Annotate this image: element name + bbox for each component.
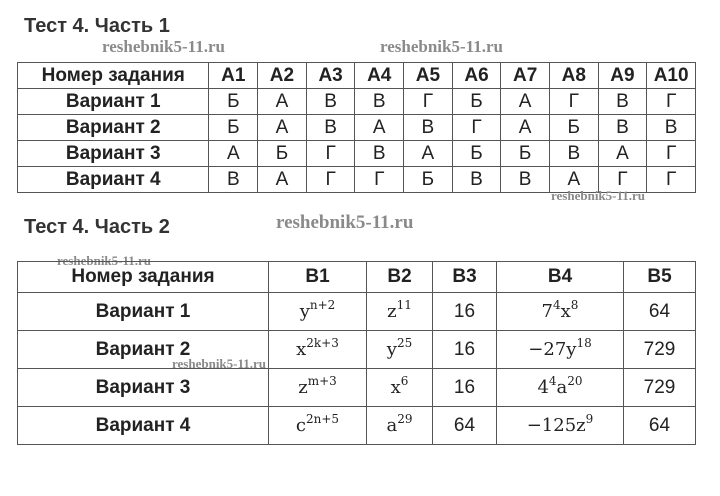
expr-base: x xyxy=(560,301,571,322)
variant-label: Вариант 2 xyxy=(18,115,209,141)
expr-base: x xyxy=(390,377,401,398)
expr-exponent: 4 xyxy=(553,298,561,312)
variant-label: Вариант 2 xyxy=(18,331,269,369)
header-cell: А3 xyxy=(306,63,355,89)
table-row xyxy=(18,407,696,445)
answer-cell: А xyxy=(355,115,404,141)
answer-cell-b1 xyxy=(269,407,367,445)
header-cell: А10 xyxy=(647,63,696,89)
answer-cell-b4 xyxy=(497,407,624,445)
expr-exponent: 18 xyxy=(576,336,592,350)
answer-cell: А xyxy=(404,141,453,167)
answer-cell: Б xyxy=(404,167,453,193)
header-cell: А8 xyxy=(549,63,598,89)
header-cell: А5 xyxy=(404,63,453,89)
expr-exponent: 11 xyxy=(396,298,412,312)
table-row xyxy=(18,293,696,331)
part1-title: Тест 4. Часть 1 xyxy=(24,15,170,37)
answer-cell: А xyxy=(549,167,598,193)
part2-table xyxy=(17,261,696,445)
answer-cell: Г xyxy=(306,141,355,167)
header-cell: В5 xyxy=(624,262,696,293)
answer-cell: Б xyxy=(549,115,598,141)
answer-cell: Б xyxy=(209,115,258,141)
answer-cell: В xyxy=(209,167,258,193)
expr-base: a xyxy=(386,415,398,436)
variant-label: Вариант 4 xyxy=(18,407,269,445)
expr-base: z xyxy=(298,377,308,398)
variant-label: Вариант 3 xyxy=(18,369,269,407)
answer-cell-b1 xyxy=(269,331,367,369)
answer-cell-b3: 16 xyxy=(433,369,497,407)
answer-cell-b2 xyxy=(367,331,433,369)
expr-exponent: n+2 xyxy=(309,298,336,312)
expr-exponent: 2k+3 xyxy=(306,336,339,350)
answer-cell: Г xyxy=(647,89,696,115)
answer-cell-b2 xyxy=(367,293,433,331)
answer-cell: Г xyxy=(355,167,404,193)
expr-exponent: 2n+5 xyxy=(306,412,340,426)
answer-cell-b4 xyxy=(497,331,624,369)
header-cell: А7 xyxy=(501,63,550,89)
expr-base: y xyxy=(386,339,397,360)
answer-cell-b5: 729 xyxy=(624,369,696,407)
answer-cell: А xyxy=(209,141,258,167)
expr-base: 7 xyxy=(541,301,553,322)
answer-cell-b5: 64 xyxy=(624,407,696,445)
expr-exponent: 29 xyxy=(397,412,413,426)
answer-cell-b4 xyxy=(497,369,624,407)
answer-cell: Г xyxy=(549,89,598,115)
expr-exponent: 8 xyxy=(570,298,579,312)
answer-cell: А xyxy=(258,115,307,141)
expr-exponent: 6 xyxy=(400,374,409,388)
answer-cell: В xyxy=(598,89,647,115)
part2-header-row xyxy=(18,262,696,293)
answer-cell: А xyxy=(501,89,550,115)
answer-cell: В xyxy=(501,167,550,193)
answer-cell-b5: 64 xyxy=(624,293,696,331)
header-cell: В2 xyxy=(367,262,433,293)
answer-cell: Б xyxy=(452,141,501,167)
answer-cell: Б xyxy=(209,89,258,115)
answer-cell: Б xyxy=(258,141,307,167)
header-cell: А4 xyxy=(355,63,404,89)
answer-cell: Г xyxy=(647,167,696,193)
watermark: reshebnik5-11.ru xyxy=(172,356,267,371)
answer-cell-b3: 16 xyxy=(433,293,497,331)
table-row xyxy=(18,115,696,141)
expr-exponent: 25 xyxy=(396,336,413,350)
answer-cell: В xyxy=(598,115,647,141)
variant-label: Вариант 1 xyxy=(18,89,209,115)
answer-cell: Г xyxy=(647,141,696,167)
header-cell: Номер задания xyxy=(18,63,209,89)
expr-exponent: m+3 xyxy=(307,374,337,388)
expr-base: x xyxy=(296,339,307,360)
answer-cell: Г xyxy=(306,167,355,193)
answer-cell: Г xyxy=(598,167,647,193)
header-cell: В1 xyxy=(269,262,367,293)
answer-cell-b3: 16 xyxy=(433,331,497,369)
variant-label: Вариант 4 xyxy=(18,167,209,193)
expr-base: a xyxy=(556,377,568,398)
answer-cell: В xyxy=(404,115,453,141)
expr-exponent: 9 xyxy=(585,412,594,426)
expr-base: −27y xyxy=(528,339,577,360)
answer-cell: В xyxy=(306,115,355,141)
answer-cell-b2 xyxy=(367,369,433,407)
answer-cell-b2 xyxy=(367,407,433,445)
answer-cell: А xyxy=(598,141,647,167)
answer-cell: Г xyxy=(404,89,453,115)
answer-cell-b4 xyxy=(497,293,624,331)
answer-cell-b1 xyxy=(269,293,367,331)
answer-cell: В xyxy=(549,141,598,167)
watermark: reshebnik5-11.ru xyxy=(276,212,414,233)
expr-exponent: 4 xyxy=(548,374,557,388)
part1-table xyxy=(17,62,696,193)
answer-cell-b3: 64 xyxy=(433,407,497,445)
table-row xyxy=(18,89,696,115)
answer-cell-b1 xyxy=(269,369,367,407)
header-cell: В4 xyxy=(497,262,624,293)
answer-cell: А xyxy=(258,89,307,115)
answer-cell: В xyxy=(306,89,355,115)
answer-cell: А xyxy=(258,167,307,193)
watermark: reshebnik5-11.ru xyxy=(551,188,646,203)
expr-base: 4 xyxy=(537,377,549,398)
header-cell: Номер задания xyxy=(18,262,269,293)
expr-exponent: 20 xyxy=(567,374,583,388)
expr-base: z xyxy=(387,301,397,322)
answer-cell-b5: 729 xyxy=(624,331,696,369)
watermark: reshebnik5-11.ru xyxy=(57,253,152,268)
expr-base: y xyxy=(299,301,310,322)
header-cell: В3 xyxy=(433,262,497,293)
watermark: reshebnik5-11.ru xyxy=(380,37,503,56)
part2-title: Тест 4. Часть 2 xyxy=(24,216,170,238)
answer-cell: В xyxy=(355,89,404,115)
answer-cell: В xyxy=(355,141,404,167)
expr-base: c xyxy=(295,415,307,436)
part1-header-row xyxy=(18,63,696,89)
expr-base: −125z xyxy=(526,415,586,436)
table-row xyxy=(18,331,696,369)
answer-cell: Г xyxy=(452,115,501,141)
header-cell: А2 xyxy=(258,63,307,89)
variant-label: Вариант 3 xyxy=(18,141,209,167)
header-cell: А9 xyxy=(598,63,647,89)
answer-cell: В xyxy=(452,167,501,193)
answer-cell: В xyxy=(647,115,696,141)
answer-cell: А xyxy=(501,115,550,141)
watermark: reshebnik5-11.ru xyxy=(102,37,225,56)
header-cell: А6 xyxy=(452,63,501,89)
answer-cell: Б xyxy=(452,89,501,115)
table-row xyxy=(18,369,696,407)
answer-cell: Б xyxy=(501,141,550,167)
variant-label: Вариант 1 xyxy=(18,293,269,331)
table-row xyxy=(18,141,696,167)
header-cell: А1 xyxy=(209,63,258,89)
